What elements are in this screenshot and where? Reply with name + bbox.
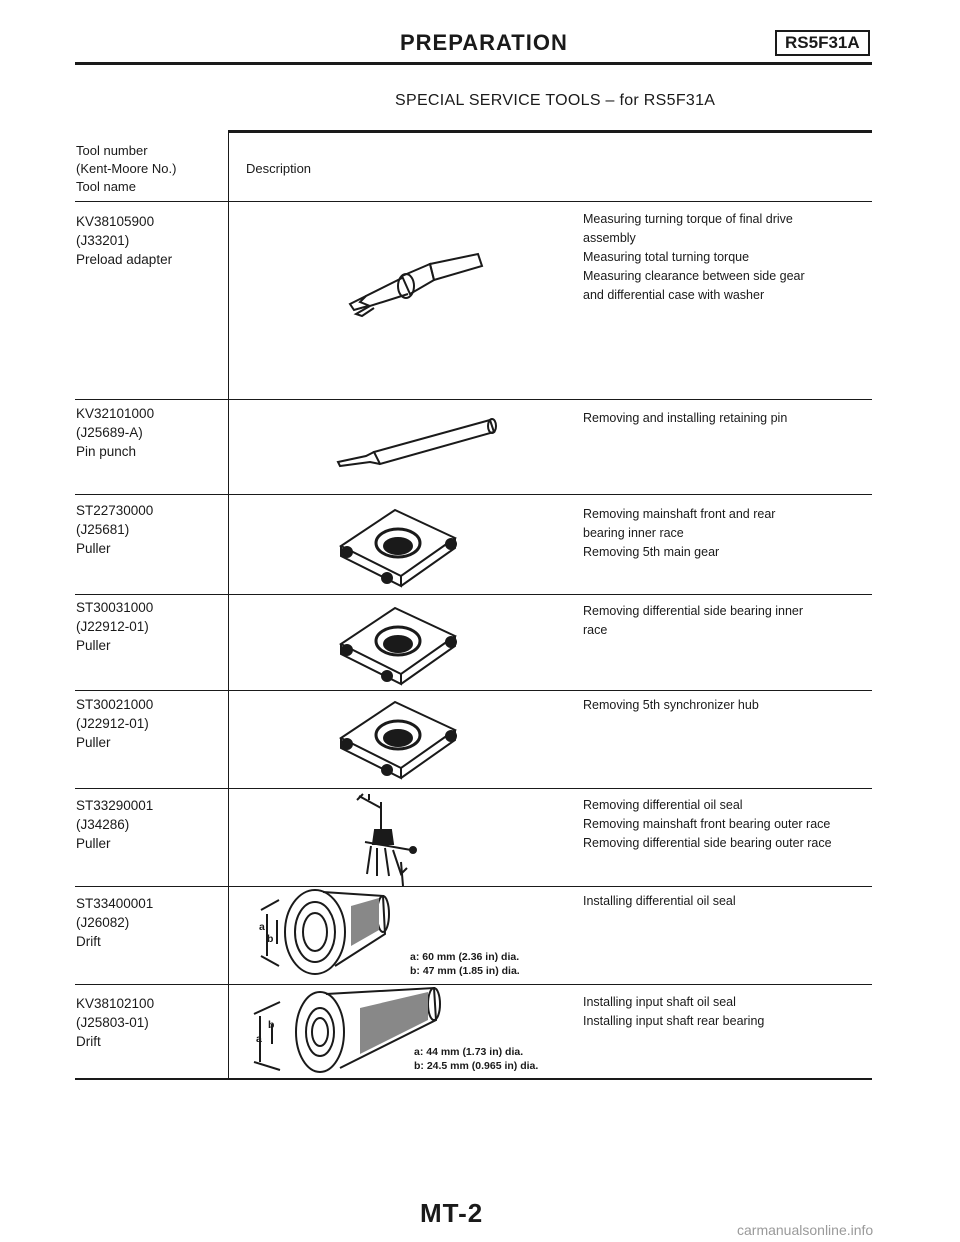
kent-moore-number: (J25681) (76, 522, 130, 537)
row-divider (75, 399, 872, 400)
tool-number: ST33400001 (76, 896, 154, 911)
tool-name: Puller (76, 638, 111, 653)
bearing-puller-icon (335, 598, 465, 686)
kent-moore-number: (J26082) (76, 915, 130, 930)
tool-number: ST30031000 (76, 600, 154, 615)
row-divider (75, 690, 872, 691)
pin-punch-icon (330, 412, 500, 472)
page-number: MT-2 (420, 1198, 484, 1228)
tool-number: ST30021000 (76, 697, 154, 712)
kent-moore-number: (J33201) (76, 233, 130, 248)
tool-name: Drift (76, 934, 101, 949)
column-divider (228, 130, 229, 1080)
row-divider (75, 788, 872, 789)
dimension-letter: a (256, 1033, 262, 1045)
tool-description: Removing mainshaft front and rear bearing inner race Removing 5th main gear (583, 507, 776, 559)
row-divider (75, 494, 872, 495)
tool-name: Puller (76, 541, 111, 556)
tool-column-header: Tool number (Kent-Moore No.) Tool name (76, 143, 177, 194)
tool-entry (76, 796, 153, 853)
tool-entry (76, 404, 154, 461)
tool-name: Preload adapter (76, 252, 173, 267)
model-code-badge: RS5F31A (775, 30, 870, 56)
header-bottom-rule (75, 201, 872, 202)
kent-moore-number: (J34286) (76, 817, 130, 832)
row-divider (75, 886, 872, 887)
kent-moore-number: (J22912-01) (76, 619, 149, 634)
tool-description: Installing differential oil seal (583, 894, 736, 908)
tool-number: KV38105900 (76, 214, 155, 229)
tool-name: Puller (76, 836, 111, 851)
tool-description: Measuring turning torque of final drive assembly Measuring total turning torque Measuring clearance between side gear and differential case with washer (583, 212, 805, 302)
tool-entry (76, 212, 172, 269)
drift-icon (255, 886, 405, 980)
tool-description: Removing and installing retaining pin (583, 411, 788, 425)
preload-adapter-icon (330, 250, 510, 320)
dimension-notes: a: 60 mm (2.36 in) dia. b: 47 mm (1.85 in) dia. (410, 951, 520, 977)
tool-description: Removing 5th synchronizer hub (583, 698, 759, 712)
description-column-header: Description (246, 161, 312, 176)
row-divider (75, 594, 872, 595)
dimension-letter: b (267, 933, 274, 945)
tool-description: Installing input shaft oil seal Installing input shaft rear bearing (583, 995, 765, 1028)
page-title: PREPARATION (400, 30, 568, 55)
bearing-puller-icon (335, 692, 465, 780)
kent-moore-number: (J25803-01) (76, 1015, 149, 1030)
tool-entry (76, 598, 153, 655)
dimension-letter: b (268, 1019, 275, 1031)
tool-entry (76, 994, 154, 1051)
table-top-rule (229, 130, 872, 133)
kent-moore-number: (J25689-A) (76, 425, 143, 440)
watermark: carmanualsonline.info (737, 1222, 874, 1238)
tool-entry (76, 695, 153, 752)
tool-description: Removing differential side bearing inner race (583, 604, 804, 637)
tool-number: ST33290001 (76, 798, 154, 813)
tool-entry (76, 501, 153, 558)
section-subtitle: SPECIAL SERVICE TOOLS – for RS5F31A (395, 92, 716, 109)
row-divider (75, 984, 872, 985)
tool-name: Pin punch (76, 444, 137, 459)
tool-description: Removing differential oil seal Removing mainshaft front bearing outer race Removing differential side bearing outer race (583, 798, 832, 850)
tool-name: Drift (76, 1034, 101, 1049)
tool-number: KV38102100 (76, 996, 155, 1011)
dimension-notes: a: 44 mm (1.73 in) dia. b: 24.5 mm (0.965 in) dia. (414, 1046, 539, 1072)
bearing-puller-icon (335, 500, 465, 588)
tool-entry (76, 894, 153, 951)
tool-name: Puller (76, 735, 111, 750)
slide-puller-icon (355, 790, 425, 886)
table-bottom-rule (75, 1078, 872, 1080)
tool-number: ST22730000 (76, 503, 154, 518)
kent-moore-number: (J22912-01) (76, 716, 149, 731)
dimension-letter: a (259, 921, 265, 933)
tool-number: KV32101000 (76, 406, 155, 421)
header-rule (75, 62, 872, 65)
